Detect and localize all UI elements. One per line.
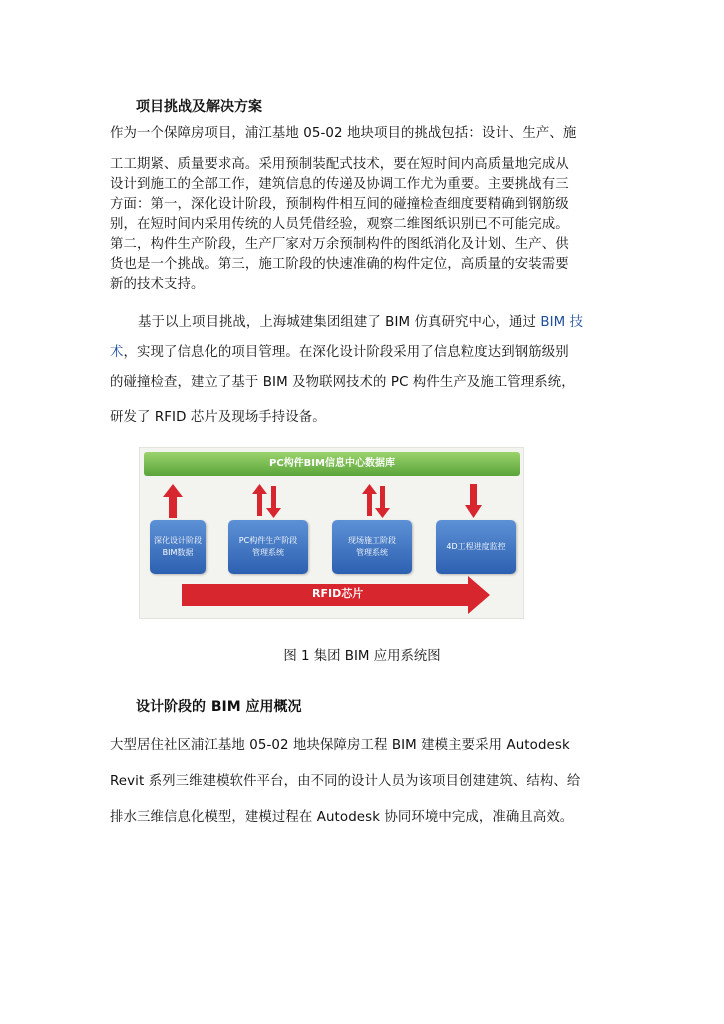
module-site-construction xyxy=(332,520,412,574)
paragraph-line xyxy=(138,313,610,333)
module-label: BIM数据 xyxy=(162,548,194,557)
paragraph-line: 工工期紧、质量要求高。采用预制装配式技术，要在短时间内高质量地完成从 xyxy=(110,157,569,172)
paragraph-line: 别，在短时间内采用传统的人员凭借经验，观察二维图纸识别已不可能完成。 xyxy=(110,217,569,232)
paragraph-line: 排水三维信息化模型，建模过程在 Autodesk 协同环境中完成，准确且高效。 xyxy=(110,810,574,825)
paragraph-line xyxy=(110,343,610,363)
module-design-bim-data xyxy=(150,520,206,574)
paragraph-line: 设计到施工的全部工作，建筑信息的传递及协调工作尤为重要。主要挑战有三 xyxy=(110,177,569,192)
paragraph-line: 的碰撞检查，建立了基于 BIM 及物联网技术的 PC 构件生产及施工管理系统， xyxy=(110,375,575,390)
paragraph-line: 研发了 RFID 芯片及现场手持设备。 xyxy=(110,410,326,425)
section-heading-design-stage: 设计阶段的 BIM 应用概况 xyxy=(136,699,302,715)
bim-tech-link-continued[interactable]: 术 xyxy=(110,345,124,360)
bim-tech-link[interactable]: BIM 技 xyxy=(540,315,584,330)
bim-database-bar: PC构件BIM信息中心数据库 xyxy=(144,452,520,476)
paragraph-line: Revit 系列三维建模软件平台，由不同的设计人员为该项目创建建筑、结构、给 xyxy=(110,774,581,789)
paragraph-line: 大型居住社区浦江基地 05-02 地块保障房工程 BIM 建模主要采用 Autodesk xyxy=(110,738,570,753)
section-heading-challenges: 项目挑战及解决方案 xyxy=(136,99,262,115)
up-arrow-icon xyxy=(163,484,183,518)
down-arrow-icon xyxy=(465,484,482,518)
module-label: 管理系统 xyxy=(252,548,284,557)
module-pc-production xyxy=(228,520,308,574)
paragraph-text: 基于以上项目挑战，上海城建集团组建了 BIM 仿真研究中心，通过 xyxy=(138,315,541,330)
bidirectional-arrow-icon xyxy=(252,484,281,518)
paragraph-text: ，实现了信息化的项目管理。在深化设计阶段采用了信息粒度达到钢筋级别 xyxy=(123,345,569,360)
module-label: 现场施工阶段 xyxy=(348,536,396,545)
bim-system-diagram xyxy=(139,447,524,619)
figure-caption: 图 1 集团 BIM 应用系统图 xyxy=(283,649,441,664)
module-label: 4D工程进度监控 xyxy=(446,542,506,551)
module-4d-progress xyxy=(436,520,516,574)
paragraph-line: 作为一个保障房项目，浦江基地 05-02 地块项目的挑战包括：设计、生产、施 xyxy=(110,126,577,141)
module-label: 深化设计阶段 xyxy=(154,536,202,545)
rfid-chip-label: RFID芯片 xyxy=(312,587,364,600)
paragraph-line: 第二，构件生产阶段，生产厂家对万余预制构件的图纸消化及计划、生产、供 xyxy=(110,237,569,252)
paragraph-line: 方面：第一，深化设计阶段，预制构件相互间的碰撞检查细度要精确到钢筋级 xyxy=(110,197,569,212)
paragraph-line: 新的技术支持。 xyxy=(110,277,205,292)
paragraph-line: 货也是一个挑战。第三，施工阶段的快速准确的构件定位，高质量的安装需要 xyxy=(110,257,569,272)
module-label: PC构件生产阶段 xyxy=(238,536,298,545)
module-label: 管理系统 xyxy=(356,548,388,557)
bidirectional-arrow-icon xyxy=(362,484,390,518)
